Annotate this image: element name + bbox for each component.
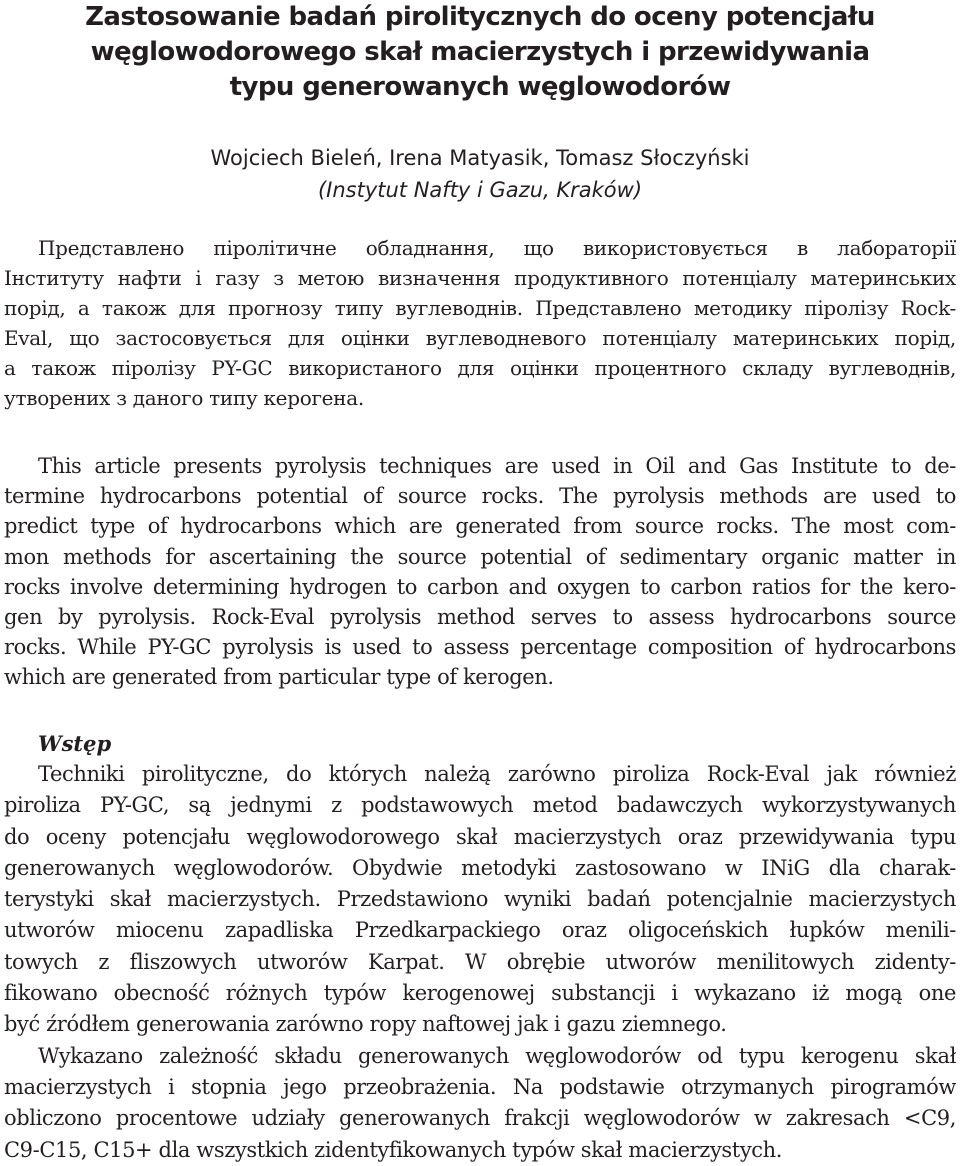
abstract-en-line: gen by pyrolysis. Rock-Eval pyrolysis method serves to assess hydrocarbons source [4,605,956,630]
author-block [40,142,920,206]
intro-line: macierzystych i stopnia jego przeobrażenia. Na podstawie otrzymanych pirogramów [4,1074,956,1099]
abstract-en-line: This article presents pyrolysis techniques are used in Oil and Gas Institute to de- [38,454,956,478]
intro-line: C9-C15, C15+ dla wszystkich zidentyfikowanych typów skał macierzystych. [4,1137,783,1162]
abstract-ua-line: порід, а також для прогнозу типу вуглеводнів. Представлено методику піролізу Rock- [4,296,956,320]
title-line: węglowodorowego skał macierzystych i przewidywania [90,37,870,67]
intro-line: do oceny potencjału węglowodorowego skał macierzystych oraz przewidywania typu [4,824,956,849]
section-heading-intro: Wstęp [38,731,112,756]
intro-line: obliczono procentowe udziały generowanych frakcji węglowodorów w zakresach <C9, [4,1106,956,1131]
abstract-en-line: which are generated from particular type of kerogen. [4,665,554,690]
abstract-ua-line: Представлено піролітичне обладнання, що використовується в лабораторії [38,236,956,260]
author-affiliation: (Instytut Nafty i Gazu, Kraków) [317,178,643,202]
title-line: typu generowanych węglowodorów [229,72,731,102]
intro-line: terystyki skał macierzystych. Przedstawiono wyniki badań potencjalnie macierzystych [4,887,956,912]
intro-line: Techniki pirolityczne, do których należą zarówno piroliza Rock-Eval jak również [38,762,956,786]
abstract-en-line: rocks involve determining hydrogen to carbon and oxygen to carbon ratios for the kero- [4,574,956,599]
intro-line: Wykazano zależność składu generowanych węglowodorów od typu kerogenu skał [38,1043,956,1068]
author-names: Wojciech Bieleń, Irena Matyasik, Tomasz Słoczyński [210,146,750,170]
abstract-ua-line: утворених з даного типу керогена. [4,386,364,410]
abstract-en-line: predict type of hydrocarbons which are generated from source rocks. The most com- [4,514,956,539]
abstract-en-line: termine hydrocarbons potential of source rocks. The pyrolysis methods are used to [4,484,956,509]
abstract-english [4,451,956,693]
intro-line: towych z fliszowych utworów Karpat. W obrębie utworów menilitowych zidenty- [4,949,956,974]
abstract-ukrainian [4,233,956,413]
intro-line: generowanych węglowodorów. Obydwie metodyki zastosowano w INiG dla charak- [4,855,956,880]
abstract-ua-line: а також піролізу PY-GC використаного для оцінки процентного складу вуглеводнів, [4,356,956,380]
intro-line: fikowano obecność różnych typów kerogenowej substancji i wykazano iż mogą one [4,981,956,1006]
abstract-en-line: rocks. While PY-GC pyrolysis is used to assess percentage composition of hydrocarbons [4,635,956,660]
paper-title [40,0,920,105]
title-line: Zastosowanie badań pirolitycznych do oceny potencjału [85,2,875,32]
abstract-ua-line: Інституту нафти і газу з метою визначення продуктивного потенціалу материнських [4,266,956,290]
abstract-en-line: mon methods for ascertaining the source potential of sedimentary organic matter in [4,544,956,569]
intro-line: utworów miocenu zapadliska Przedkarpackiego oraz oligoceńskich łupków menili- [4,918,956,943]
intro-section-body [4,759,956,1166]
intro-line: być źródłem generowania zarówno ropy naftowej jak i gazu ziemnego. [4,1012,727,1037]
abstract-ua-line: Eval, що застосовується для оцінки вуглеводневого потенціалу материнських порід, [4,326,956,350]
intro-line: piroliza PY-GC, są jednymi z podstawowych metod badawczych wykorzystywanych [4,793,956,818]
